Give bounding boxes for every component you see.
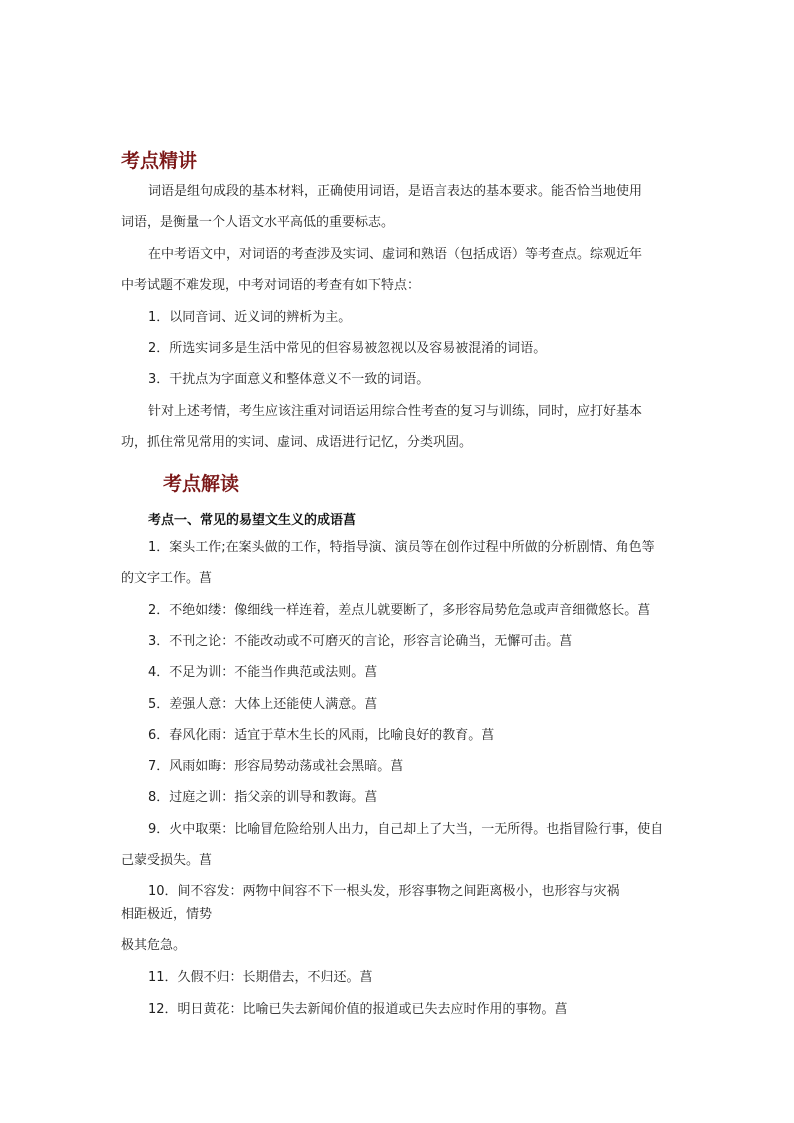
list-item-continuation: 的文字工作。菖: [121, 571, 213, 586]
subsection-heading: 考点一、常见的易望文生义的成语菖: [148, 513, 357, 528]
list-item-continuation: 相距极近，情势: [121, 907, 213, 922]
paragraph-line: 词语是组句成段的基本材料，正确使用词语，是语言表达的基本要求。能否恰当地使用: [148, 184, 643, 199]
list-item-continuation: 极其危急。: [121, 938, 187, 953]
list-item: 2．不绝如缕：像细线一样连着，差点儿就要断了，多形容局势危急或声音细微悠长。菖: [148, 603, 651, 618]
section-title-interpretation: 考点解读: [163, 473, 240, 495]
list-item: 3．干扰点为字面意义和整体意义不一致的词语。: [148, 372, 430, 387]
list-item: 1．案头工作;在案头做的工作，特指导演、演员等在创作过程中所做的分析剧情、角色等: [148, 540, 655, 555]
list-item: 4．不足为训：不能当作典范或法则。菖: [148, 665, 378, 680]
list-item: 7．风雨如晦：形容局势动荡或社会黑暗。菖: [148, 759, 404, 774]
list-item: 3．不刊之论：不能改动或不可磨灭的言论，形容言论确当，无懈可击。菖: [148, 634, 573, 649]
list-item: 9．火中取栗：比喻冒危险给别人出力，自己却上了大当，一无所得。也指冒险行事，使自: [148, 822, 664, 837]
list-item: 1．以同音词、近义词的辨析为主。: [148, 310, 352, 325]
list-item: 5．差强人意：大体上还能使人满意。菖: [148, 697, 378, 712]
list-item: 6．春风化雨：适宜于草木生长的风雨，比喻良好的教育。菖: [148, 728, 495, 743]
list-item: 8．过庭之训：指父亲的训导和教诲。菖: [148, 790, 378, 805]
list-item: 2．所选实词多是生活中常见的但容易被忽视以及容易被混淆的词语。: [148, 341, 547, 356]
paragraph-line: 功，抓住常见常用的实词、虚词、成语进行记忆，分类巩固。: [121, 435, 473, 450]
list-item: 12．明日黄花：比喻已失去新闻价值的报道或已失去应时作用的事物。菖: [148, 1002, 568, 1017]
paragraph-line: 在中考语文中，对词语的考查涉及实词、虚词和熟语（包括成语）等考查点。综观近年: [148, 247, 643, 262]
section-title-key-points: 考点精讲: [121, 150, 198, 172]
list-item-continuation: 己蒙受损失。菖: [121, 853, 213, 868]
paragraph-line: 针对上述考情，考生应该注重对词语运用综合性考查的复习与训练，同时，应打好基本: [148, 404, 643, 419]
paragraph-line: 词语，是衡量一个人语文水平高低的重要标志。: [121, 215, 395, 230]
list-item: 11．久假不归：长期借去，不归还。菖: [148, 970, 373, 985]
paragraph-line: 中考试题不难发现，中考对词语的考查有如下特点：: [121, 278, 421, 293]
list-item: 10．间不容发：两物中间容不下一根头发，形容事物之间距离极小，也形容与灾祸: [148, 884, 620, 899]
